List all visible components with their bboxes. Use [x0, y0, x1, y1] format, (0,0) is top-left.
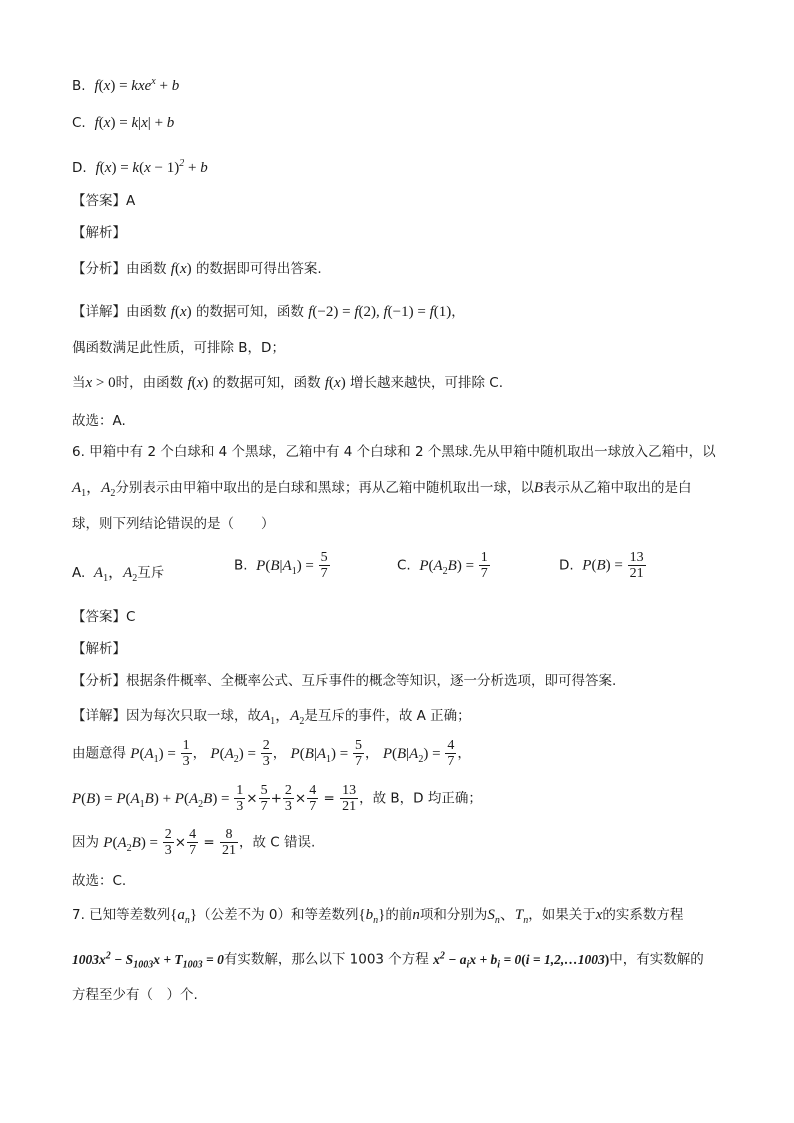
q6-stem-2: $A_1$，$A_2$分别表示由甲箱中取出的是白球和黑球；再从乙箱中随机取出一球，以B表示从乙箱中取出的是白	[72, 480, 692, 499]
q7-stem-2: $1003x^2 - S_{1003}x + T_{1003} = 0$有实数解，那么以下 1003 个方程 $x^2 - a_ix + b_i = 0(i$ = 1,2,…1003)中，有实数解的	[72, 950, 704, 971]
q6-jiexi: 【解析】	[72, 641, 126, 657]
q6-option-b: B. $P(B|A_1)$ = $\frac{5}{7}$	[234, 550, 328, 581]
q5-fenxi: 【分析】由函数 f(x) 的数据即可得出答案.	[72, 261, 322, 277]
q5-xiangjie-3: 当x > 0时，由函数 f(x) 的数据可知，函数 f(x) 增长越来越快，可排除 C.	[72, 375, 504, 391]
q5-jiexi: 【解析】	[72, 225, 126, 241]
formula-option-c: f(x) = k|x| + b	[94, 115, 175, 131]
q7-stem-3: 方程至少有（ ）个.	[72, 987, 198, 1003]
q7-stem-1: 7. 已知等差数列$\{a_n\}$（公差不为 0）和等差数列$\{b_n\}$的前n项和分别为$S_n$、$T_n$，如果关于x的实系数方程	[72, 907, 684, 926]
q5-answer: 【答案】A	[72, 193, 136, 209]
option-b: B. f(x) = kxe$^x$ + b	[72, 76, 180, 94]
formula-option-b: f(x) = kxe$^x$ + b	[94, 76, 180, 94]
q6-xiangjie-4: 因为 $P(A_2B)$ = $\frac{2}{3}$ × $\frac{4}{7}$ = $\frac{8}{21}$ ，故 C 错误.	[72, 827, 316, 858]
q6-answer: 【答案】C	[72, 609, 136, 625]
q6-xiangjie-1: 【详解】因为每次只取一球，故$A_1$，$A_2$是互斥的事件，故 A 正确；	[72, 708, 471, 727]
q6-stem-3: 球，则下列结论错误的是（ ）	[72, 516, 275, 532]
q6-xiangjie-3: $P(B) = P(A_1B) + P(A_2B)$ = $\frac{1}{3}$ × $\frac{5}{7}$ + $\frac{2}{3}$ × $\frac{4}{7}$ = $\frac{13}{21}$ ，故 B，D 均正确；	[72, 783, 482, 814]
q6-choose: 故选：C.	[72, 873, 127, 889]
q6-option-a: A. $A_1$，$A_2$互斥	[72, 565, 165, 584]
q6-fenxi: 【分析】根据条件概率、全概率公式、互斥事件的概念等知识，逐一分析选项，即可得答案.	[72, 673, 617, 689]
option-d: D. $f(x) = k(x - 1)^2 + b$	[72, 158, 208, 176]
formula-option-d: $f(x) = k(x - 1)^2 + b$	[95, 158, 208, 176]
option-c: C. f(x) = k|x| + b	[72, 115, 175, 131]
q5-choose: 故选：A.	[72, 413, 126, 429]
q6-option-c: C. $P(A_2B)$ = $\frac{1}{7}$	[397, 550, 488, 581]
q6-xiangjie-2: 由题意得 $P(A_1)$ = $\frac{1}{3}$ ， $P(A_2)$ = $\frac{2}{3}$ ， $P(B|A_1)$ = $\frac{5}{7}$ ， $P(B|A_2)$ = $\frac{4}{7}$ ，	[72, 738, 471, 769]
q5-xiangjie-2: 偶函数满足此性质，可排除 B，D；	[72, 340, 285, 356]
q5-xiangjie-1: 【详解】由函数 f(x) 的数据可知，函数 f(−2) = f(2), f(−1) = f(1)，	[72, 304, 465, 320]
q6-option-d: D. P(B) = $\frac{13}{21}$	[559, 550, 644, 581]
q6-stem-1: 6. 甲箱中有 2 个白球和 4 个黑球，乙箱中有 4 个白球和 2 个黑球.先从甲箱中随机取出一球放入乙箱中，以	[72, 444, 716, 460]
